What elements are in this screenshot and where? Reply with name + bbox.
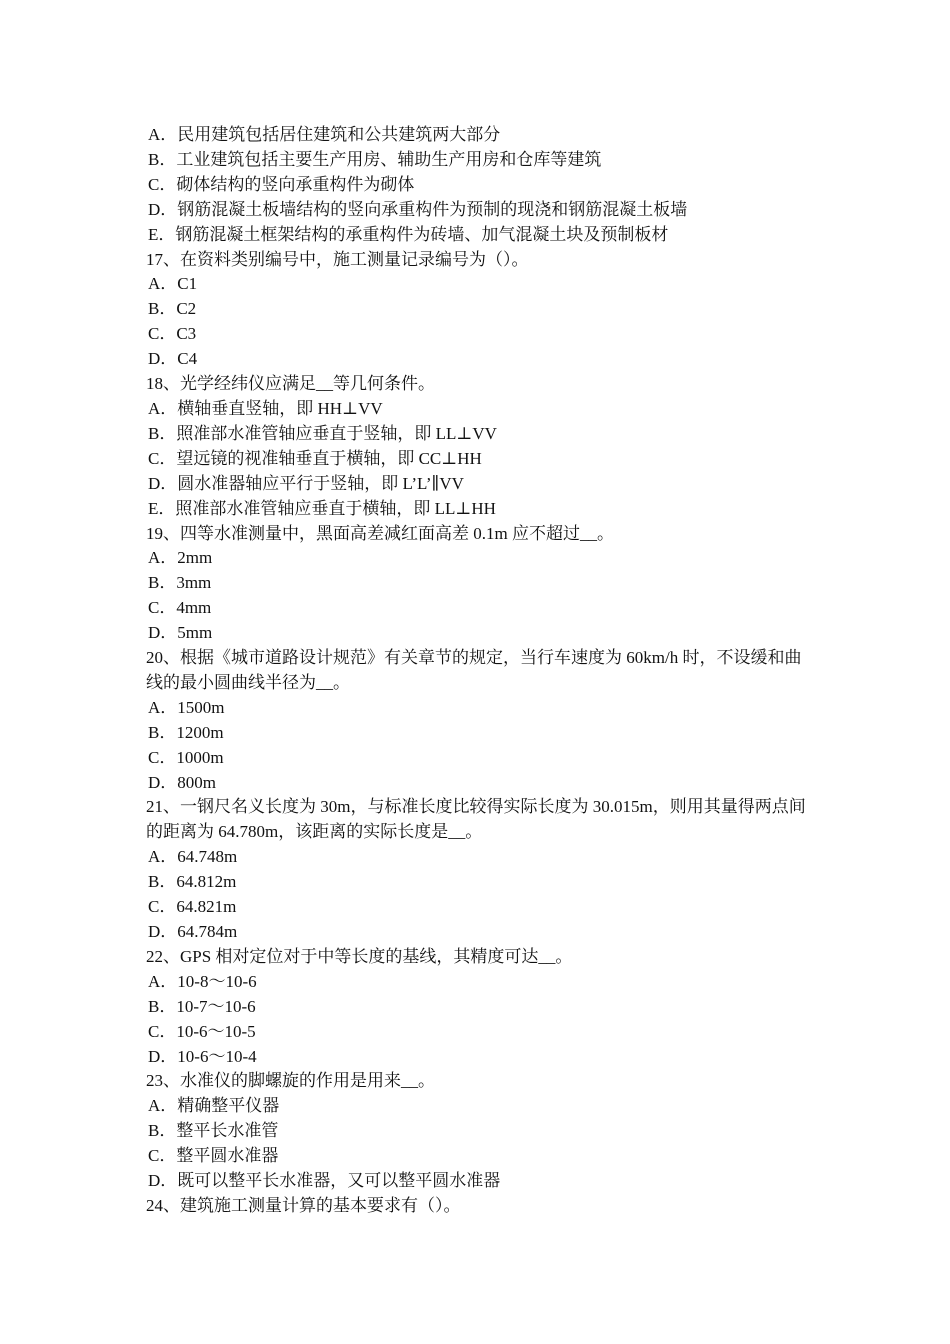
option-line: C．10-6～10-5	[148, 1021, 256, 1041]
option-line: B．工业建筑包括主要生产用房、辅助生产用房和仓库等建筑	[148, 149, 602, 169]
option-line: B．整平长水准管	[148, 1121, 279, 1141]
option-line: E．照准部水准管轴应垂直于横轴，即 LL⊥HH	[148, 498, 496, 518]
option-line: D．圆水准器轴应平行于竖轴，即 L’L’∥VV	[148, 473, 464, 493]
option-line: D．C4	[148, 349, 198, 369]
option-line: C．砌体结构的竖向承重构件为砌体	[148, 174, 415, 194]
option-line: B．照准部水准管轴应垂直于竖轴，即 LL⊥VV	[148, 423, 497, 443]
option-line: D．既可以整平长水准器，又可以整平圆水准器	[148, 1171, 501, 1191]
option-line: C．C3	[148, 324, 197, 344]
option-line: A．横轴垂直竖轴，即 HH⊥VV	[148, 398, 383, 418]
option-line: A．2mm	[148, 548, 213, 568]
option-line: B．C2	[148, 299, 197, 319]
option-line: D．5mm	[148, 623, 213, 643]
option-line: C．64.821m	[148, 897, 237, 917]
option-line: C．1000m	[148, 747, 224, 767]
option-line: D．800m	[148, 772, 216, 792]
option-line: C．望远镜的视准轴垂直于横轴，即 CC⊥HH	[148, 448, 482, 468]
question-18-stem: 18、光学经纬仪应满足__等几何条件。	[146, 374, 435, 394]
option-line: E．钢筋混凝土框架结构的承重构件为砖墙、加气混凝土块及预制板材	[148, 224, 669, 244]
question-21-stem: 21、一钢尺名义长度为 30m，与标准长度比较得实际长度为 30.015m，则用其量得两点间的距离为 64.780m，该距离的实际长度是__。	[146, 797, 806, 842]
question-20-stem: 20、根据《城市道路设计规范》有关章节的规定，当行车速度为 60km/h 时，不设缓和曲线的最小圆曲线半径为__。	[146, 648, 802, 692]
option-line: A．民用建筑包括居住建筑和公共建筑两大部分	[148, 125, 501, 144]
option-line: D．10-6～10-4	[148, 1046, 257, 1066]
option-line: B．64.812m	[148, 872, 237, 892]
question-23-stem: 23、水准仪的脚螺旋的作用是用来__。	[146, 1071, 435, 1091]
option-line: A．1500m	[148, 697, 225, 717]
option-line: D．钢筋混凝土板墙结构的竖向承重构件为预制的现浇和钢筋混凝土板墙	[148, 199, 688, 219]
question-22-stem: 22、GPS 相对定位对于中等长度的基线，其精度可达__。	[146, 946, 573, 966]
question-17-stem: 17、在资料类别编号中，施工测量记录编号为（）。	[146, 249, 529, 269]
question-24-stem: 24、建筑施工测量计算的基本要求有（）。	[146, 1195, 461, 1215]
option-line: B．10-7～10-6	[148, 996, 256, 1016]
option-line: A．C1	[148, 274, 198, 294]
option-line: D．64.784m	[148, 922, 238, 941]
option-line: A．64.748m	[148, 847, 238, 867]
option-line: C．整平圆水准器	[148, 1146, 279, 1166]
option-line: A．10-8～10-6	[148, 971, 257, 991]
option-line: B．1200m	[148, 722, 224, 742]
question-19-stem: 19、四等水准测量中，黑面高差减红面高差 0.1m 应不超过__。	[146, 523, 614, 543]
option-line: A．精确整平仪器	[148, 1096, 280, 1116]
question-list	[146, 123, 810, 1219]
option-line: B．3mm	[148, 573, 212, 593]
option-line: C．4mm	[148, 598, 212, 618]
